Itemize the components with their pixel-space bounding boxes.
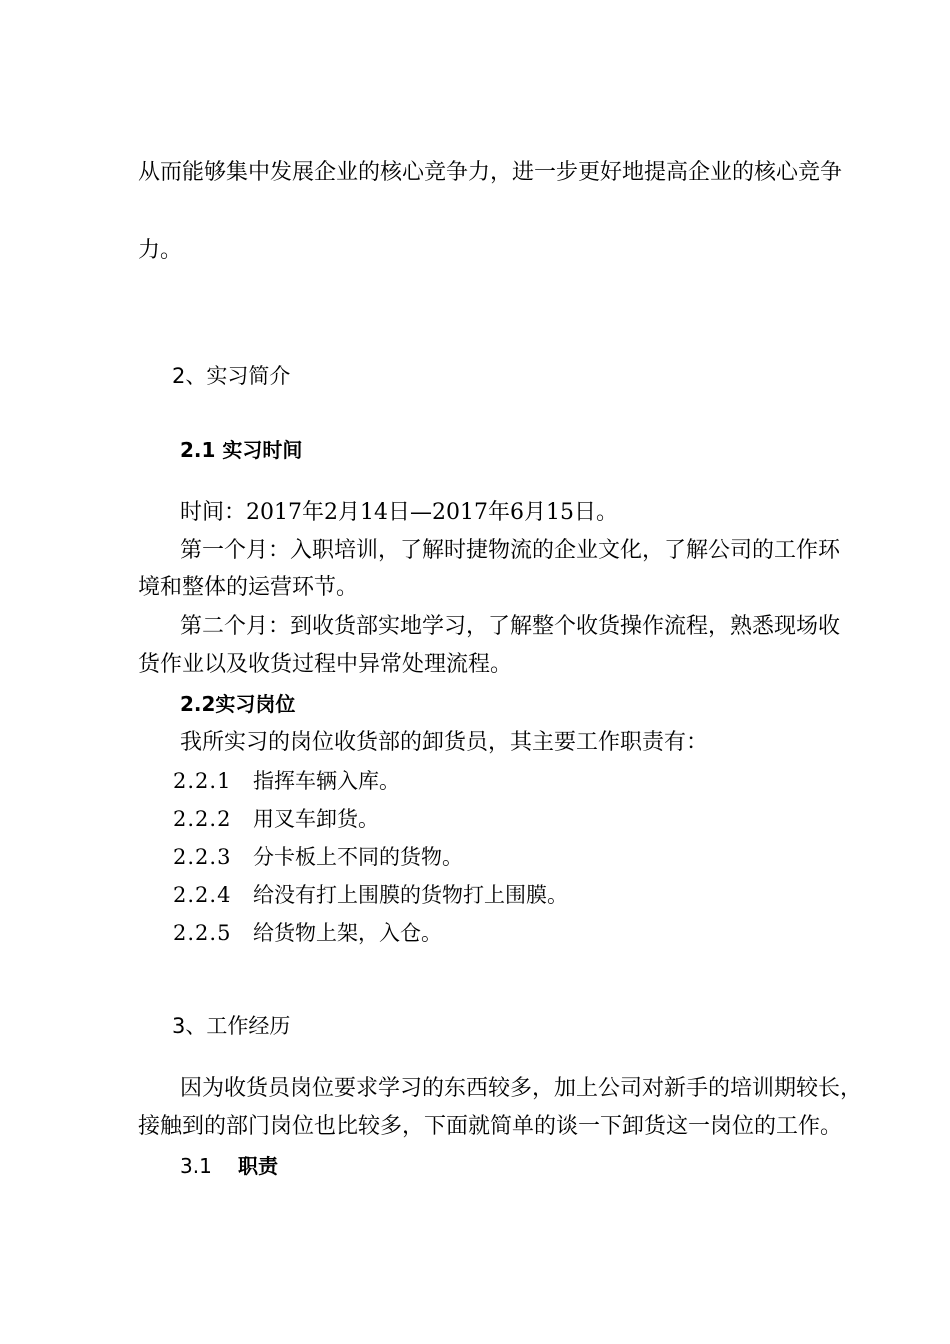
- intro-paragraph-line: 力。: [138, 238, 183, 263]
- duty-number: 2.2.5: [173, 921, 232, 945]
- section-3-1-title: 职责: [238, 1154, 278, 1178]
- duty-text: 分卡板上不同的货物。: [253, 845, 463, 869]
- duty-number: 2.2.4: [173, 883, 232, 907]
- section-3-1-heading: [180, 1151, 278, 1181]
- work-experience-line: 接触到的部门岗位也比较多，下面就简单的谈一下卸货这一岗位的工作。: [138, 1114, 843, 1139]
- duty-text: 给货物上架，入仓。: [253, 921, 442, 945]
- duty-text: 指挥车辆入库。: [253, 769, 400, 793]
- section-2-2-heading: 2.2实习岗位: [180, 692, 296, 716]
- duty-text: 用叉车卸货。: [253, 807, 379, 831]
- section-2-1-heading: 2.1 实习时间: [180, 438, 303, 462]
- section-3-1-number: 3.1: [180, 1154, 212, 1178]
- duty-list-item: [173, 918, 442, 948]
- duty-number: 2.2.2: [173, 807, 232, 831]
- duty-number: 2.2.3: [173, 845, 232, 869]
- duty-number: 2.2.1: [173, 769, 232, 793]
- duty-list-item: [173, 842, 463, 872]
- section-3-heading: 3、工作经历: [172, 1014, 291, 1038]
- duty-list-item: [173, 766, 400, 796]
- work-experience-line: 因为收货员岗位要求学习的东西较多，加上公司对新手的培训期较长，: [180, 1076, 863, 1101]
- first-month-line: 第一个月：入职培训，了解时捷物流的企业文化，了解公司的工作环: [180, 538, 841, 563]
- internship-time-line: 时间：2017年2月14日—2017年6月15日。: [180, 500, 618, 525]
- job-intro-line: 我所实习的岗位收货部的卸货员，其主要工作职责有：: [180, 730, 709, 755]
- second-month-line: 第二个月：到收货部实地学习，了解整个收货操作流程，熟悉现场收: [180, 614, 841, 639]
- first-month-line: 境和整体的运营环节。: [138, 575, 359, 600]
- duty-text: 给没有打上围膜的货物打上围膜。: [253, 883, 568, 907]
- second-month-line: 货作业以及收货过程中异常处理流程。: [138, 652, 513, 677]
- duty-list-item: [173, 880, 568, 910]
- duty-list-item: [173, 804, 379, 834]
- intro-paragraph-line: 从而能够集中发展企业的核心竞争力，进一步更好地提高企业的核心竞争: [138, 160, 843, 185]
- section-2-heading: 2、实习简介: [172, 364, 291, 388]
